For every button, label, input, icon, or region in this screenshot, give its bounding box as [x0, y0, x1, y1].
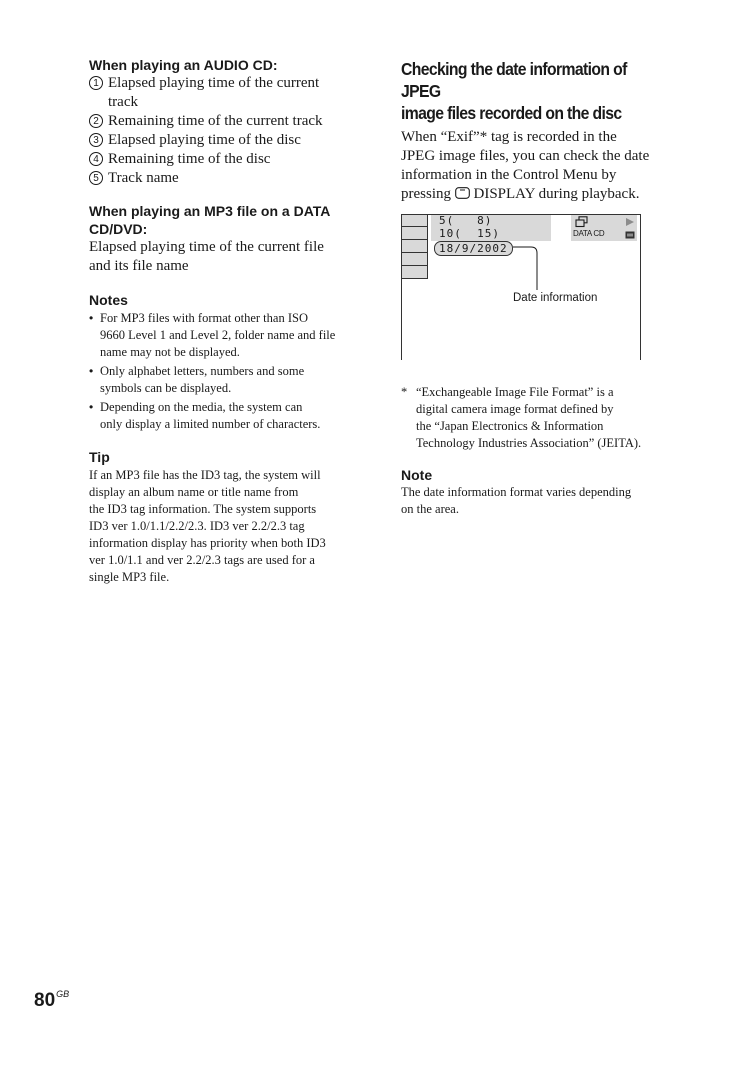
note-line: Only alphabet letters, numbers and some: [100, 364, 305, 378]
date-value: 18/9/2002: [434, 241, 513, 256]
circled-number: 1: [89, 76, 103, 90]
tip-line: information display has priority when both ID3: [89, 536, 326, 550]
circled-number: 3: [89, 133, 103, 147]
note-heading: Note: [401, 467, 433, 483]
note-line: symbols can be displayed.: [100, 381, 232, 395]
mp3-body-line: Elapsed playing time of the current file: [89, 239, 324, 255]
intro-line: When “Exif”* tag is recorded in the: [401, 129, 617, 145]
note-text: [100, 363, 304, 397]
intro-text: [401, 128, 691, 204]
list-item: [89, 112, 371, 131]
note-line: on the area.: [401, 502, 459, 516]
note-text: [100, 310, 335, 361]
circled-number: 4: [89, 152, 103, 166]
tip-body: [89, 467, 371, 586]
bullet-icon: •: [89, 364, 94, 378]
list-item: [89, 131, 371, 150]
display-button-icon: [455, 187, 470, 199]
list-item: [89, 74, 371, 112]
list-item: [89, 169, 371, 188]
tip-line: ver 1.0/1.1 and ver 2.2/2.3 tags are used for a: [89, 553, 315, 567]
tip-heading: Tip: [89, 449, 110, 465]
mp3-body: [89, 238, 371, 276]
file-count: 10( 15): [439, 227, 500, 240]
callout-line: [401, 214, 641, 360]
audio-cd-list: [89, 74, 371, 188]
note-item: [89, 310, 371, 361]
note-item: [89, 399, 371, 433]
intro-line: JPEG image files, you can check the date: [401, 148, 650, 164]
footnote-line: digital camera image format defined by: [416, 402, 614, 416]
intro-line: information in the Control Menu by: [401, 167, 617, 183]
footnote: [401, 384, 691, 452]
footnote-line: “Exchangeable Image File Format” is a: [416, 385, 614, 399]
note-line: For MP3 files with format other than ISO: [100, 311, 308, 325]
left-column: [89, 56, 371, 586]
page-number-value: 80: [34, 990, 56, 1011]
note-text: [100, 399, 320, 433]
footnote-line: the “Japan Electronics & Information: [416, 419, 604, 433]
notes-heading: Notes: [89, 292, 128, 308]
note-line: 9660 Level 1 and Level 2, folder name and file: [100, 328, 336, 342]
page-number-suffix: GB: [56, 989, 70, 999]
note-line: Depending on the media, the system can: [100, 400, 303, 414]
list-item: [89, 150, 371, 169]
circled-number: 5: [89, 171, 103, 185]
footnote-text: [401, 384, 691, 452]
tip-line: single MP3 file.: [89, 570, 170, 584]
tip-line: display an album name or title name from: [89, 485, 299, 499]
heading-line: image files recorded on the disc: [401, 103, 622, 123]
note-line: The date information format varies depending: [401, 485, 632, 499]
notes-list: [89, 310, 371, 433]
audio-cd-heading: When playing an AUDIO CD:: [89, 57, 278, 73]
list-item-text: [108, 74, 319, 112]
list-item-text: Remaining time of the current track: [108, 113, 323, 129]
footnote-line: Technology Industries Association” (JEITA).: [416, 436, 642, 450]
page-number: [34, 990, 69, 1012]
footnote-marker: *: [401, 385, 408, 399]
note-line: name may not be displayed.: [100, 345, 240, 359]
note-item: [89, 363, 371, 397]
mp3-heading: [89, 202, 371, 238]
tip-line: the ID3 tag information. The system supports: [89, 502, 317, 516]
intro-line: pressing: [401, 186, 451, 202]
mp3-heading-line: CD/DVD:: [89, 221, 148, 237]
heading-line: Checking the date information of JPEG: [401, 59, 627, 101]
date-information-label: Date information: [513, 292, 598, 304]
right-column: [401, 58, 691, 518]
album-count: 5( 8): [439, 214, 493, 227]
bullet-icon: •: [89, 400, 94, 414]
list-item-text: Track name: [108, 170, 179, 186]
jpeg-date-heading: [401, 58, 662, 124]
control-menu-screen: [401, 214, 641, 360]
mp3-body-line: and its file name: [89, 258, 189, 274]
tip-line: If an MP3 file has the ID3 tag, the system will: [89, 468, 321, 482]
footnote-body: [416, 384, 641, 452]
mp3-heading-line: When playing an MP3 file on a DATA: [89, 203, 331, 219]
list-item-text: Remaining time of the disc: [108, 151, 271, 167]
disc-type-label: DATA CD: [573, 229, 605, 238]
note-body: [401, 484, 691, 518]
bullet-icon: •: [89, 311, 94, 325]
intro-line: DISPLAY during playback.: [473, 186, 640, 202]
circled-number: 2: [89, 114, 103, 128]
list-item-line: track: [108, 94, 138, 110]
note-line: only display a limited number of characters.: [100, 417, 321, 431]
list-item-line: Elapsed playing time of the current: [108, 75, 320, 91]
tip-line: ID3 ver 1.0/1.1/2.2/2.3. ID3 ver 2.2/2.3 tag: [89, 519, 305, 533]
list-item-text: Elapsed playing time of the disc: [108, 132, 301, 148]
